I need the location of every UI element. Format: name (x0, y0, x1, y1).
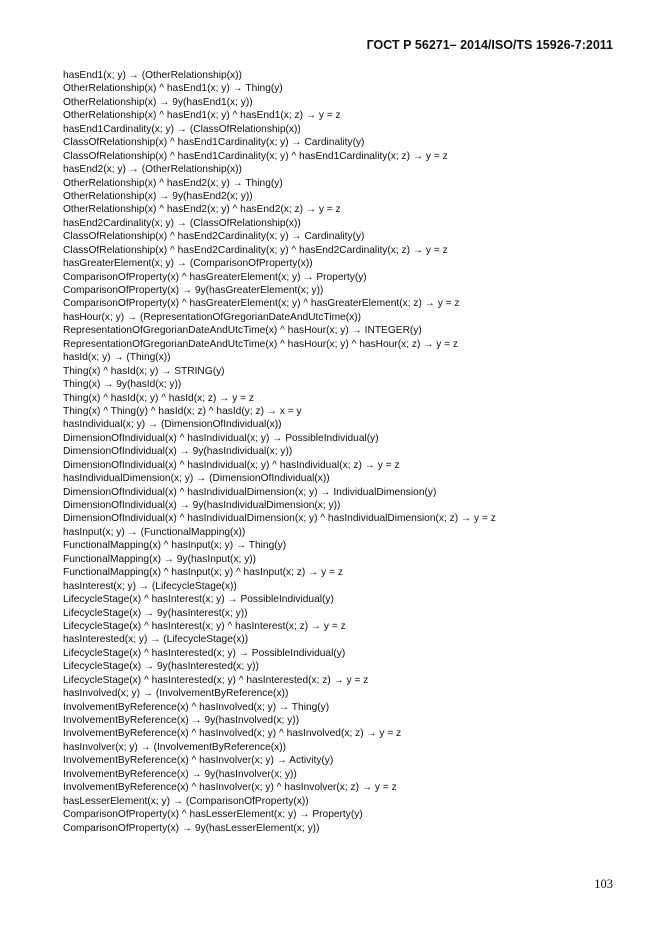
axiom-line: OtherRelationship(x) ^ hasEnd1(x; y) ^ hasEnd1(x; z) → y = z (63, 110, 341, 122)
axiom-line: ClassOfRelationship(x) ^ hasEnd2Cardinality(x; y) → Cardinality(y) (63, 231, 365, 243)
axiom-line: ComparisonOfProperty(x) → 9y(hasGreaterElement(x; y)) (63, 285, 324, 296)
axiom-line: FunctionalMapping(x) → 9y(hasInput(x; y)) (63, 553, 257, 565)
document-header: ГОСТ Р 56271– 2014/ISO/TS 15926-7:2011 (366, 38, 613, 52)
axiom-list (63, 69, 623, 835)
axiom-line: hasId(x; y) → (Thing(x)) (63, 352, 171, 364)
axiom-line: ComparisonOfProperty(x) ^ hasGreaterElement(x; y) ^ hasGreaterElement(x; z) → y = z (63, 298, 460, 310)
axiom-line: hasEnd1(x; y) → (OtherRelationship(x)) (63, 70, 242, 81)
axiom-line: InvolvementByReference(x) ^ hasInvolved(x; y) ^ hasInvolved(x; z) → y = z (63, 728, 402, 740)
axiom-line: hasEnd2Cardinality(x; y) → (ClassOfRelationship(x)) (63, 217, 301, 229)
axiom-line: RepresentationOfGregorianDateAndUtcTime(x) ^ hasHour(x; y) → INTEGER(y) (63, 325, 422, 337)
axiom-line: ClassOfRelationship(x) ^ hasEnd2Cardinality(x; y) ^ hasEnd2Cardinality(x; z) → y = z (63, 244, 448, 256)
axiom-line: DimensionOfIndividual(x) → 9y(hasIndividualDimension(x; y)) (63, 500, 341, 511)
axiom-line: hasInterested(x; y) → (LifecycleStage(x)) (63, 634, 249, 646)
axiom-line: DimensionOfIndividual(x) → 9y(hasIndividual(x; y)) (63, 446, 293, 458)
axiom-line: Thing(x) ^ Thing(y) ^ hasId(x; z) ^ hasId(y; z) → x = y (63, 405, 302, 417)
axiom-line: DimensionOfIndividual(x) ^ hasIndividual(x; y) → PossibleIndividual(y) (63, 432, 379, 444)
axiom-line: hasIndividualDimension(x; y) → (DimensionOfIndividual(x)) (63, 473, 330, 485)
axiom-line: hasLesserElement(x; y) → (ComparisonOfProperty(x)) (63, 795, 309, 807)
axiom-line: InvolvementByReference(x) → 9y(hasInvolver(x; y)) (63, 768, 297, 780)
axiom-line: hasInvolver(x; y) → (InvolvementByReference(x)) (63, 741, 287, 753)
axiom-line: LifecycleStage(x) → 9y(hasInterest(x; y)) (63, 607, 248, 619)
axiom-line: RepresentationOfGregorianDateAndUtcTime(x) ^ hasHour(x; y) ^ hasHour(x; z) → y = z (63, 338, 459, 350)
axiom-line: FunctionalMapping(x) ^ hasInput(x; y) → Thing(y) (63, 540, 287, 552)
axiom-line: LifecycleStage(x) → 9y(hasInterested(x; y)) (63, 661, 259, 673)
axiom-line: DimensionOfIndividual(x) ^ hasIndividual(x; y) ^ hasIndividual(x; z) → y = z (63, 459, 400, 471)
axiom-line: ClassOfRelationship(x) ^ hasEnd1Cardinality(x; y) ^ hasEnd1Cardinality(x; z) → y = z (63, 150, 448, 162)
axiom-line: LifecycleStage(x) ^ hasInterested(x; y) → PossibleIndividual(y) (63, 647, 346, 659)
axiom-line: ClassOfRelationship(x) ^ hasEnd1Cardinality(x; y) → Cardinality(y) (63, 137, 365, 149)
axiom-line: ComparisonOfProperty(x) → 9y(hasLesserElement(x; y)) (63, 822, 320, 834)
axiom-line: hasEnd1Cardinality(x; y) → (ClassOfRelationship(x)) (63, 123, 301, 135)
axiom-line: hasHour(x; y) → (RepresentationOfGregorianDateAndUtcTime(x)) (63, 311, 361, 323)
axiom-line: LifecycleStage(x) ^ hasInterest(x; y) → PossibleIndividual(y) (63, 594, 334, 606)
axiom-line: InvolvementByReference(x) ^ hasInvolver(x; y) ^ hasInvolver(x; z) → y = z (63, 782, 397, 794)
page-number: 103 (594, 877, 613, 891)
axiom-line: InvolvementByReference(x) ^ hasInvolver(x; y) → Activity(y) (63, 755, 334, 767)
axiom-line: Thing(x) → 9y(hasId(x; y)) (63, 379, 182, 391)
axiom-line: OtherRelationship(x) ^ hasEnd2(x; y) → Thing(y) (63, 177, 283, 189)
axiom-line: OtherRelationship(x) ^ hasEnd2(x; y) ^ hasEnd2(x; z) → y = z (63, 204, 341, 216)
axiom-line: ComparisonOfProperty(x) ^ hasGreaterElement(x; y) → Property(y) (63, 271, 367, 283)
axiom-line: DimensionOfIndividual(x) ^ hasIndividualDimension(x; y) ^ hasIndividualDimension(x; z) → y = z (63, 513, 496, 525)
axiom-line: hasInput(x; y) → (FunctionalMapping(x)) (63, 526, 246, 538)
axiom-line: Thing(x) ^ hasId(x; y) → STRING(y) (63, 365, 225, 377)
axiom-line: OtherRelationship(x) → 9y(hasEnd1(x; y)) (63, 96, 253, 108)
axiom-line: InvolvementByReference(x) ^ hasInvolved(x; y) → Thing(y) (63, 701, 330, 713)
axiom-line: ComparisonOfProperty(x) ^ hasLesserElement(x; y) → Property(y) (63, 809, 363, 821)
axiom-line: InvolvementByReference(x) → 9y(hasInvolved(x; y)) (63, 715, 300, 726)
axiom-line: OtherRelationship(x) ^ hasEnd1(x; y) → Thing(y) (63, 83, 283, 95)
axiom-line: FunctionalMapping(x) ^ hasInput(x; y) ^ hasInput(x; z) → y = z (63, 567, 343, 579)
axiom-line: hasEnd2(x; y) → (OtherRelationship(x)) (63, 164, 242, 176)
axiom-line: hasGreaterElement(x; y) → (ComparisonOfProperty(x)) (63, 258, 313, 270)
axiom-line: hasInterest(x; y) → (LifecycleStage(x)) (63, 580, 237, 592)
axiom-line: OtherRelationship(x) → 9y(hasEnd2(x; y)) (63, 190, 253, 202)
axiom-line: LifecycleStage(x) ^ hasInterested(x; y) ^ hasInterested(x; z) → y = z (63, 674, 369, 686)
axiom-line: Thing(x) ^ hasId(x; y) ^ hasId(x; z) → y = z (63, 392, 255, 404)
axiom-line: LifecycleStage(x) ^ hasInterest(x; y) ^ hasInterest(x; z) → y = z (63, 620, 346, 632)
axiom-line: hasIndividual(x; y) → (DimensionOfIndividual(x)) (63, 419, 282, 431)
axiom-line: DimensionOfIndividual(x) ^ hasIndividualDimension(x; y) → IndividualDimension(y) (63, 486, 437, 498)
axiom-line: hasInvolved(x; y) → (InvolvementByReference(x)) (63, 688, 289, 700)
